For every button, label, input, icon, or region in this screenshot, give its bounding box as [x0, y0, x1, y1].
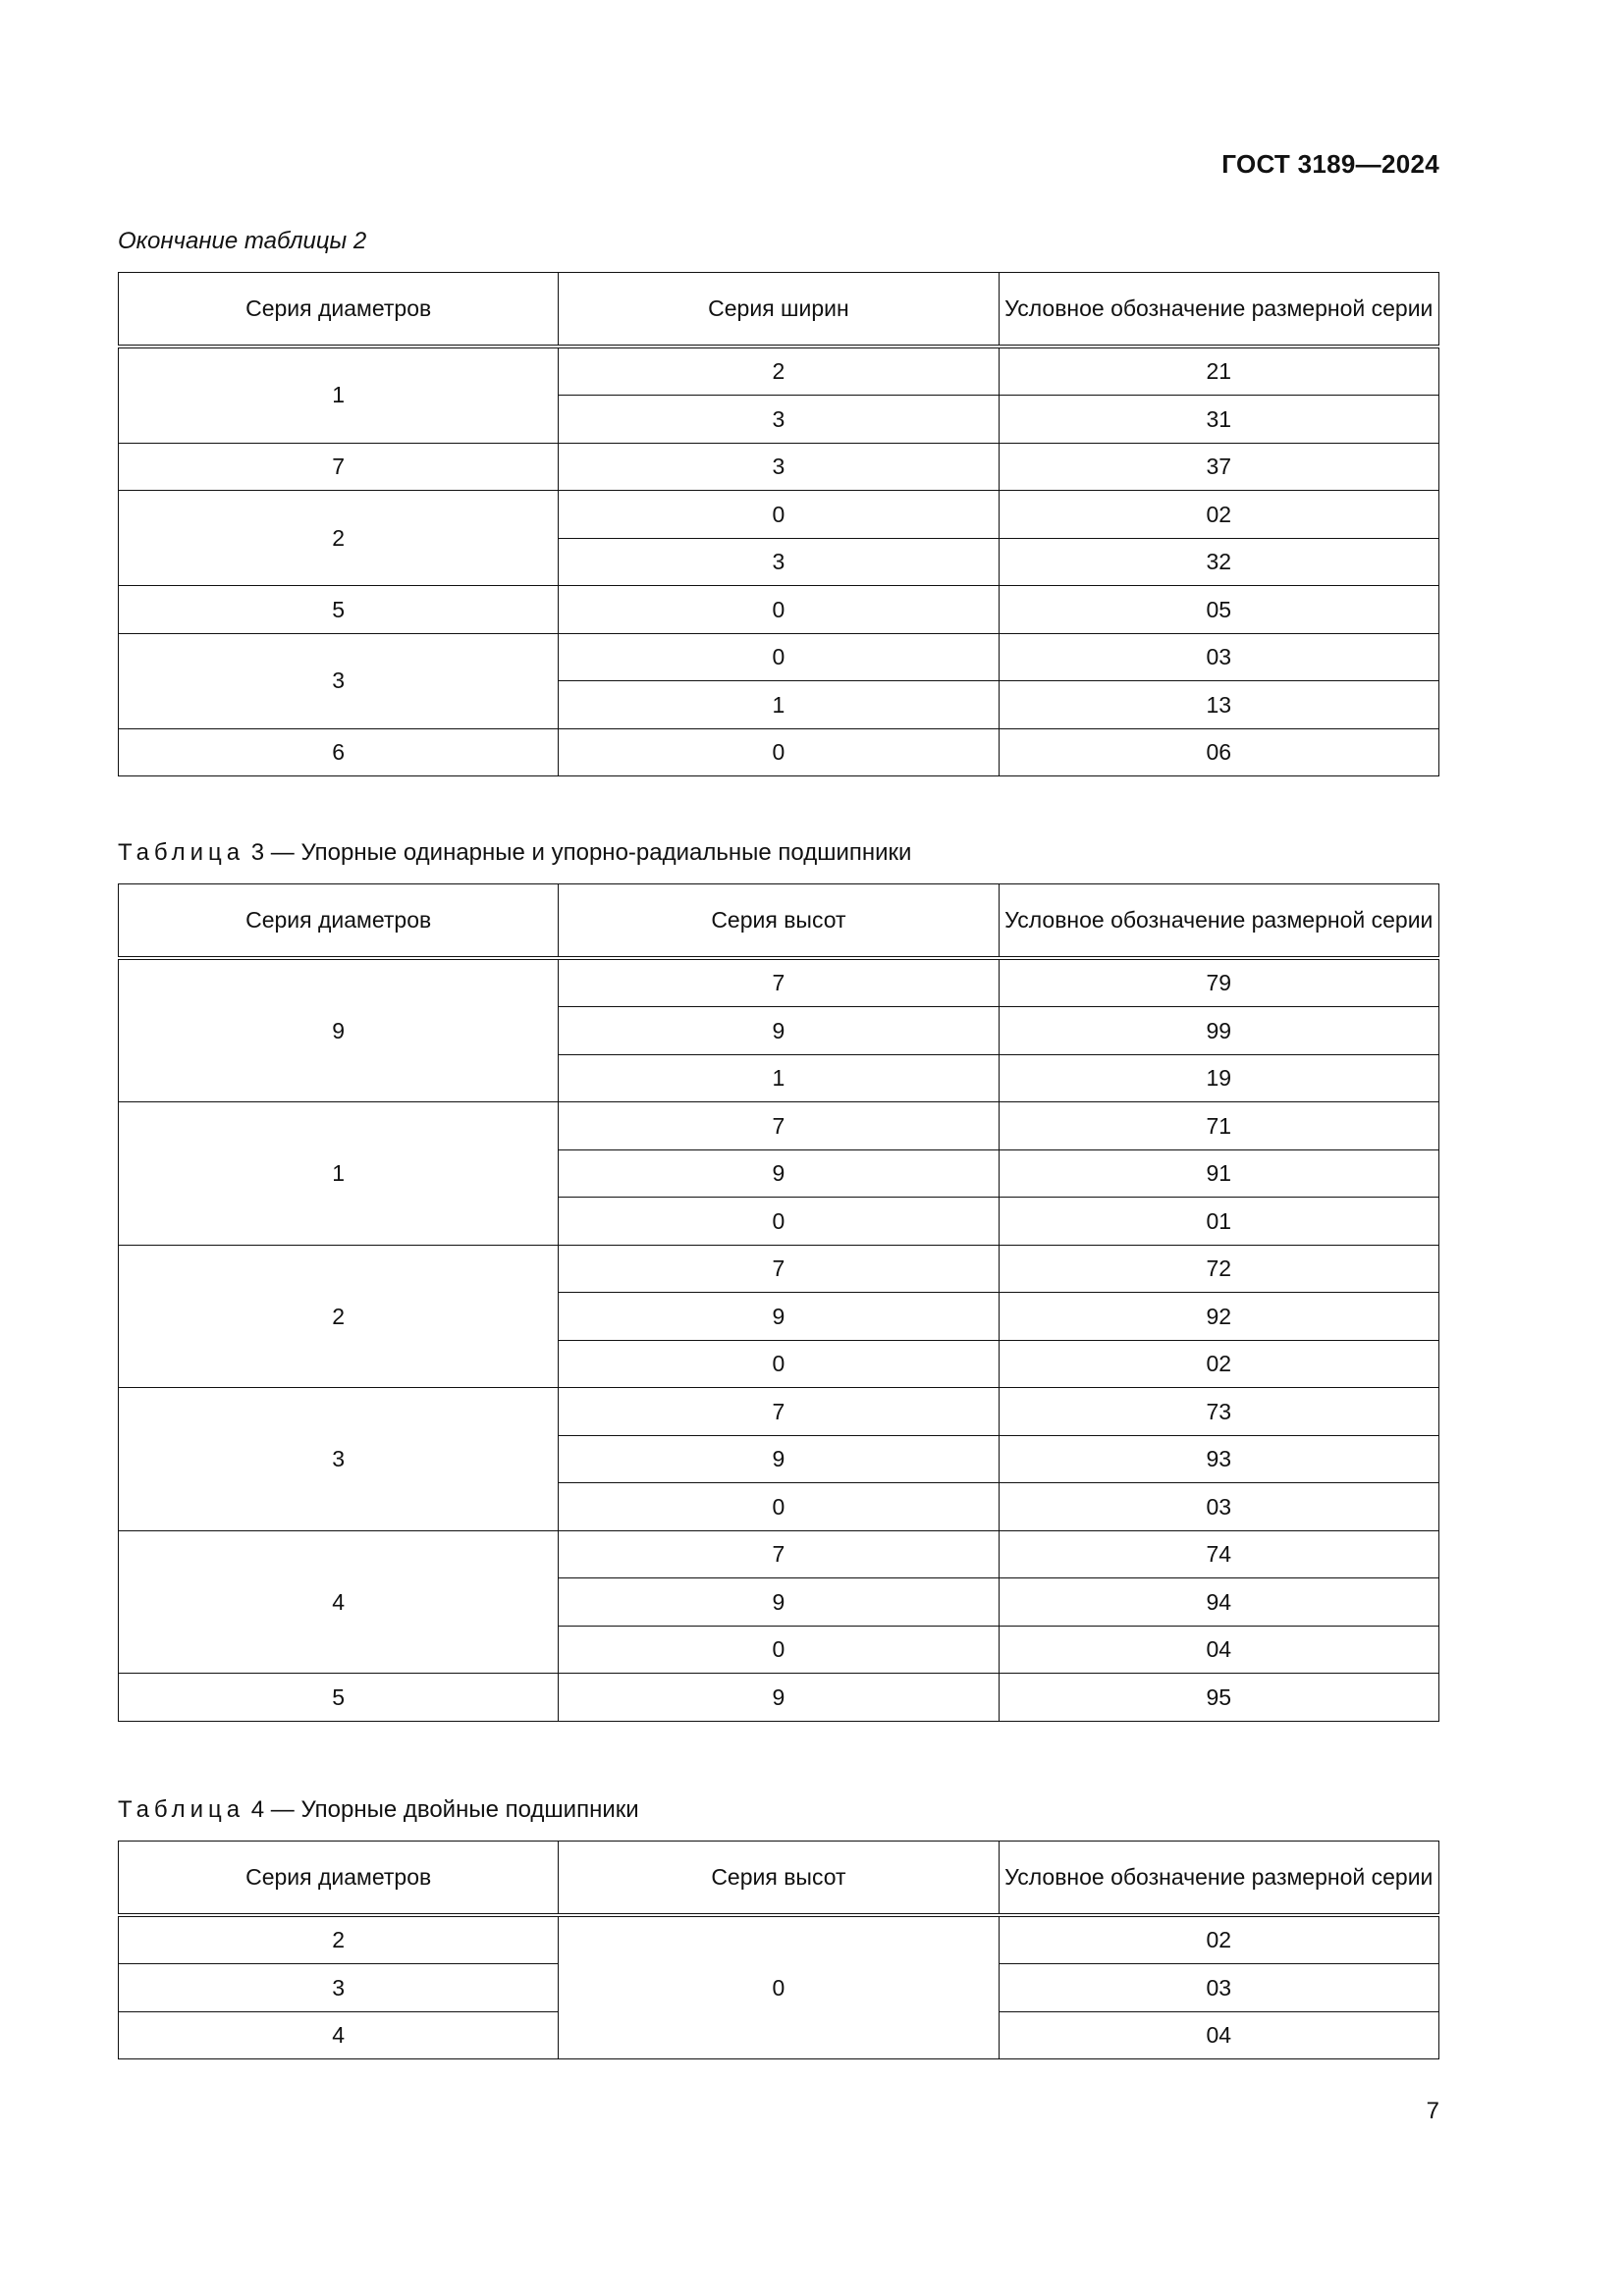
page-number: 7 [1426, 2098, 1439, 2124]
code-cell: 79 [999, 958, 1438, 1007]
code-cell: 91 [999, 1149, 1438, 1198]
code-cell: 73 [999, 1388, 1438, 1436]
table4-label: Таблица [118, 1796, 245, 1823]
height-cell: 7 [559, 958, 999, 1007]
code-cell: 74 [999, 1530, 1438, 1578]
column-header-diameter-series: Серия диаметров [119, 273, 559, 347]
table-row [119, 958, 1439, 1007]
diameter-cell: 3 [119, 633, 559, 728]
width-cell: 0 [559, 491, 999, 539]
width-cell: 2 [559, 347, 999, 396]
width-cell: 3 [559, 443, 999, 491]
height-cell: 0 [559, 1198, 999, 1246]
diameter-cell: 7 [119, 443, 559, 491]
column-header-size-series-code: Условное обозначение размерной серии [999, 884, 1438, 958]
table-row [119, 1245, 1439, 1293]
width-cell: 1 [559, 681, 999, 729]
code-cell: 95 [999, 1674, 1438, 1722]
code-cell: 05 [999, 586, 1438, 634]
diameter-cell: 5 [119, 1674, 559, 1722]
height-cell: 9 [559, 1674, 999, 1722]
table4-title: 4 — Упорные двойные подшипники [250, 1796, 639, 1823]
diameter-cell: 2 [119, 1915, 559, 1964]
diameter-cell: 6 [119, 728, 559, 776]
height-cell: 7 [559, 1388, 999, 1436]
column-header-size-series-code: Условное обозначение размерной серии [999, 273, 1438, 347]
table3-label: Таблица [118, 839, 245, 866]
table-2 [118, 272, 1439, 776]
height-cell: 7 [559, 1530, 999, 1578]
code-cell: 32 [999, 538, 1438, 586]
table3-caption [118, 839, 911, 867]
code-cell: 71 [999, 1102, 1438, 1150]
code-cell: 02 [999, 1340, 1438, 1388]
height-cell: 7 [559, 1102, 999, 1150]
code-cell: 72 [999, 1245, 1438, 1293]
width-cell: 0 [559, 728, 999, 776]
code-cell: 04 [999, 1626, 1438, 1674]
diameter-cell: 1 [119, 347, 559, 444]
height-cell: 9 [559, 1007, 999, 1055]
code-cell: 06 [999, 728, 1438, 776]
height-cell: 0 [559, 1915, 999, 2059]
table-row [119, 1674, 1439, 1722]
height-cell: 1 [559, 1054, 999, 1102]
table-row [119, 586, 1439, 634]
height-cell: 0 [559, 1483, 999, 1531]
table-row [119, 1530, 1439, 1578]
code-cell: 31 [999, 396, 1438, 444]
width-cell: 0 [559, 633, 999, 681]
height-cell: 9 [559, 1149, 999, 1198]
column-header-diameter-series: Серия диаметров [119, 1842, 559, 1915]
width-cell: 0 [559, 586, 999, 634]
height-cell: 9 [559, 1578, 999, 1627]
code-cell: 03 [999, 633, 1438, 681]
code-cell: 93 [999, 1435, 1438, 1483]
table4-caption [118, 1796, 639, 1824]
table3-title: 3 — Упорные одинарные и упорно-радиальные подшипники [250, 839, 912, 866]
code-cell: 01 [999, 1198, 1438, 1246]
diameter-cell: 1 [119, 1102, 559, 1246]
table-row [119, 1915, 1439, 1964]
width-cell: 3 [559, 538, 999, 586]
height-cell: 0 [559, 1626, 999, 1674]
document-code: ГОСТ 3189—2024 [1221, 149, 1439, 179]
code-cell: 37 [999, 443, 1438, 491]
column-header-size-series-code: Условное обозначение размерной серии [999, 1842, 1438, 1915]
code-cell: 02 [999, 491, 1438, 539]
table-row [119, 1102, 1439, 1150]
table-row [119, 633, 1439, 681]
table2-caption: Окончание таблицы 2 [118, 228, 367, 254]
width-cell: 3 [559, 396, 999, 444]
height-cell: 0 [559, 1340, 999, 1388]
diameter-cell: 4 [119, 2011, 559, 2059]
code-cell: 04 [999, 2011, 1438, 2059]
column-header-width-series: Серия ширин [559, 273, 999, 347]
table-row [119, 347, 1439, 396]
diameter-cell: 4 [119, 1530, 559, 1674]
code-cell: 02 [999, 1915, 1438, 1964]
code-cell: 19 [999, 1054, 1438, 1102]
table-row [119, 728, 1439, 776]
code-cell: 94 [999, 1578, 1438, 1627]
height-cell: 9 [559, 1435, 999, 1483]
code-cell: 03 [999, 1964, 1438, 2012]
diameter-cell: 3 [119, 1964, 559, 2012]
code-cell: 92 [999, 1293, 1438, 1341]
code-cell: 03 [999, 1483, 1438, 1531]
diameter-cell: 3 [119, 1388, 559, 1531]
table-row [119, 1388, 1439, 1436]
height-cell: 7 [559, 1245, 999, 1293]
code-cell: 99 [999, 1007, 1438, 1055]
height-cell: 9 [559, 1293, 999, 1341]
column-header-height-series: Серия высот [559, 884, 999, 958]
column-header-height-series: Серия высот [559, 1842, 999, 1915]
table-4 [118, 1841, 1439, 2059]
diameter-cell: 9 [119, 958, 559, 1102]
table-3 [118, 883, 1439, 1722]
diameter-cell: 2 [119, 491, 559, 586]
table-row [119, 491, 1439, 539]
column-header-diameter-series: Серия диаметров [119, 884, 559, 958]
diameter-cell: 2 [119, 1245, 559, 1388]
table-row [119, 443, 1439, 491]
code-cell: 13 [999, 681, 1438, 729]
diameter-cell: 5 [119, 586, 559, 634]
code-cell: 21 [999, 347, 1438, 396]
